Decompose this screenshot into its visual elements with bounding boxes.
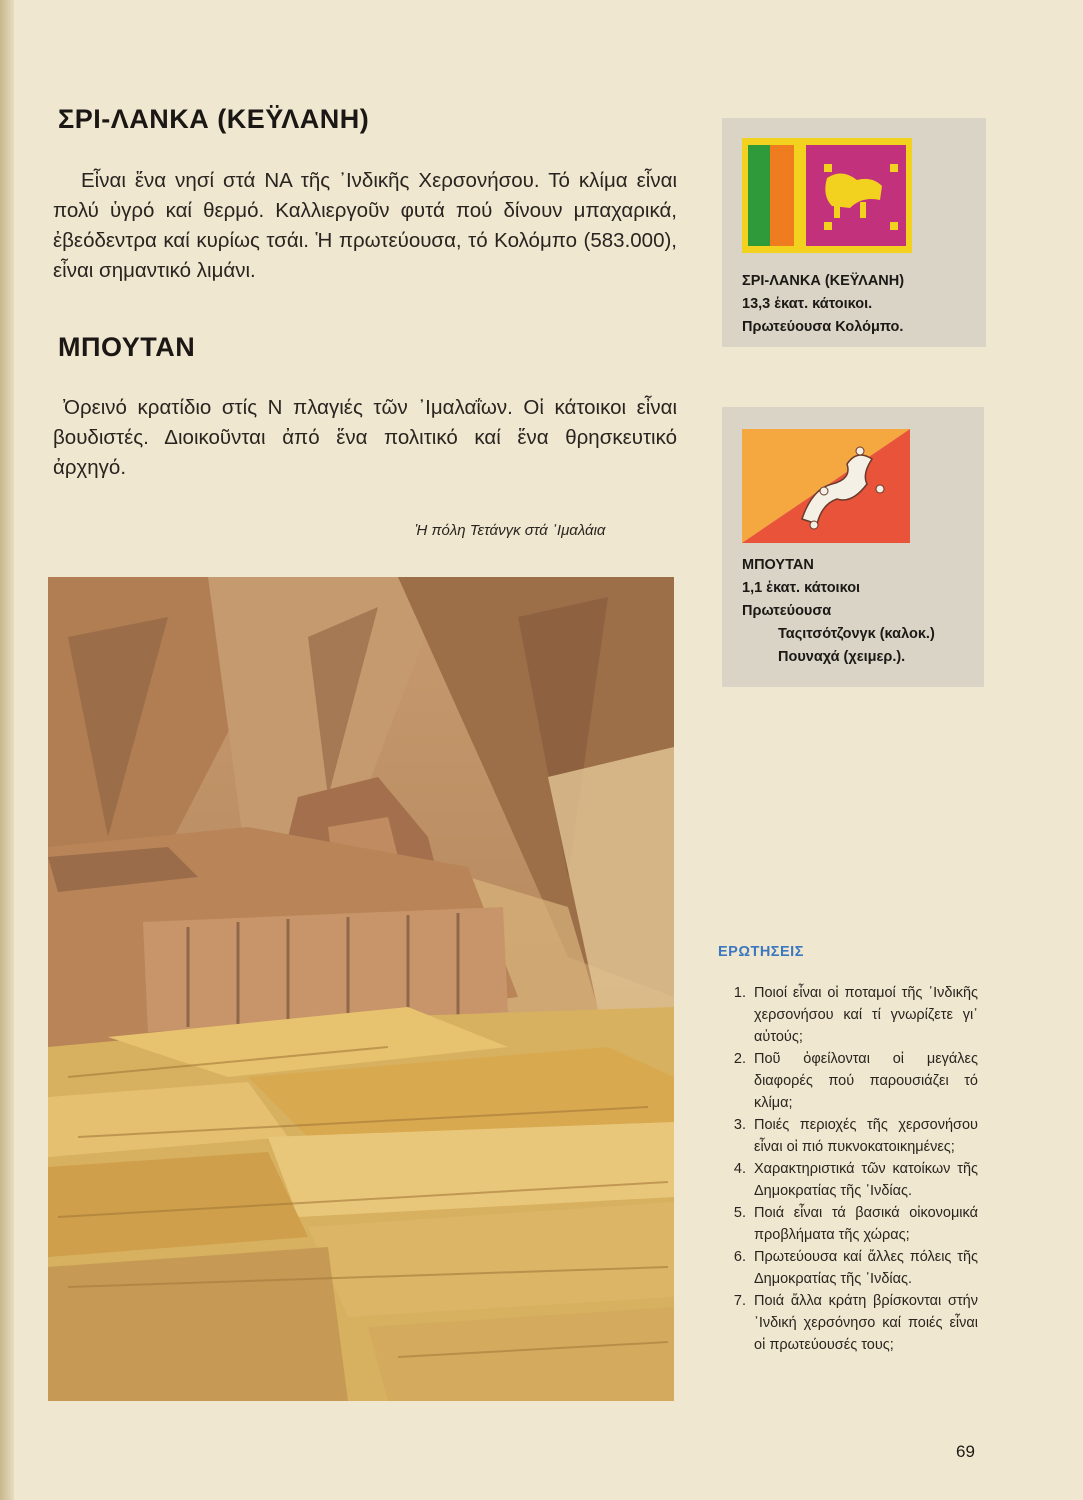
page-edge: [0, 0, 14, 1500]
bhutan-info-line: Πουναχά (χειμερ.).: [778, 649, 906, 665]
question-item: 5. Ποιά εἶναι τά βασικά οἰκονομικά προβλήματα τῆς χώρας;: [733, 1205, 978, 1243]
bhutan-info-box: [722, 407, 984, 687]
bhutan-paragraph: Ὀρεινό κρατίδιο στίς Ν πλαγιές τῶν ᾿Ιμαλαΐων. Οἱ κάτοικοι εἶναι βουδιστές. Διοικοῦνται ἀπό ἕνα πολιτικό καί ἕνα θρησκευτικό ἀρχηγό.: [53, 396, 677, 479]
photo-caption: Ἡ πόλη Τετάνγκ στά ᾿Ιμαλάια: [415, 522, 606, 539]
questions-title: ΕΡΩΤΗΣΕΙΣ: [718, 944, 804, 960]
question-item: 7. Ποιά ἄλλα κράτη βρίσκονται στήν ᾿Ινδική χερσόνησο καί ποιές εἶναι οἱ πρωτεύουσές τους;: [733, 1293, 978, 1353]
sri-lanka-info-line: 13,3 ἑκατ. κάτοικοι.: [742, 296, 873, 312]
bhutan-info-line: 1,1 ἑκατ. κάτοικοι: [742, 580, 861, 596]
sri-lanka-info-box: [722, 118, 986, 347]
sri-lanka-flag: [742, 138, 912, 253]
sri-lanka-info-line: ΣΡΙ-ΛΑΝΚΑ (ΚΕΫΛΑΝΗ): [742, 273, 905, 289]
questions-list: [718, 982, 978, 1356]
bhutan-flag: [742, 429, 910, 543]
question-item: 1. Ποιοί εἶναι οἱ ποταμοί τῆς ᾿Ινδικῆς χερσονήσου καί τί γνωρίζετε γι᾿ αὐτούς;: [733, 985, 978, 1045]
bhutan-info-line: Πρωτεύουσα: [742, 603, 832, 619]
sri-lanka-heading: ΣΡΙ-ΛΑΝΚΑ (ΚΕΫΛΑΝΗ): [58, 104, 370, 134]
question-item: 3. Ποιές περιοχές τῆς χερσονήσου εἶναι οἱ πιό πυκνοκατοικημένες;: [733, 1117, 978, 1155]
question-item: 4. Χαρακτηριστικά τῶν κατοίκων τῆς Δημοκρατίας τῆς ᾿Ινδίας.: [733, 1161, 978, 1199]
question-item: 6. Πρωτεύουσα καί ἄλλες πόλεις τῆς Δημοκρατίας τῆς ᾿Ινδίας.: [733, 1249, 978, 1287]
sri-lanka-info-line: Πρωτεύουσα Κολόμπο.: [742, 319, 904, 335]
bhutan-info-line: Ταςιτσότζονγκ (καλοκ.): [778, 626, 935, 642]
tetang-village-photo: [48, 577, 674, 1401]
bhutan-info-line: ΜΠΟΥΤΑΝ: [742, 557, 814, 573]
sri-lanka-paragraph: Εἶναι ἕνα νησί στά ΝΑ τῆς ᾿Ινδικῆς Χερσονήσου. Τό κλίμα εἶναι πολύ ὑγρό καί θερμό. Καλλιεργοῦν φυτά πού δίνουν μπαχαρικά, ἐβεόδεντρα καί κυρίως τσάι. Ἡ πρωτεύουσα, τό Κολόμπο (583.000), εἶναι σημαντικό λιμάνι.: [53, 169, 677, 282]
page-number: 69: [956, 1442, 975, 1461]
question-item: 2. Ποῦ ὀφείλονται οἱ μεγάλες διαφορές πού παρουσιάζει τό κλίμα;: [733, 1051, 978, 1111]
bhutan-heading: ΜΠΟΥΤΑΝ: [58, 332, 196, 362]
